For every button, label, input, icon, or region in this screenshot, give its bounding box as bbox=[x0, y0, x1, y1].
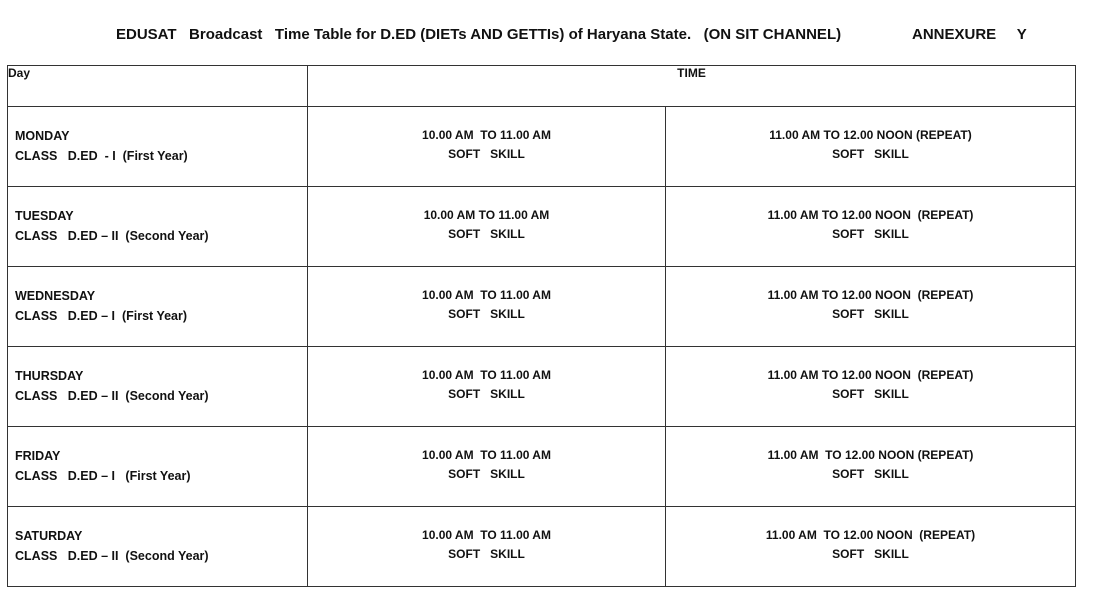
slot-cell-first bbox=[308, 507, 666, 587]
slot-subject: SOFT SKILL bbox=[832, 467, 909, 481]
slot-subject: SOFT SKILL bbox=[448, 147, 525, 161]
slot-subject: SOFT SKILL bbox=[448, 547, 525, 561]
table-row-friday bbox=[8, 427, 1076, 507]
column-header-time: TIME bbox=[308, 66, 1076, 107]
table-row-tuesday bbox=[8, 187, 1076, 267]
day-name: SATURDAY bbox=[15, 529, 83, 543]
slot-cell-first bbox=[308, 427, 666, 507]
slot-time: 10.00 AM TO 11.00 AM bbox=[422, 528, 551, 542]
slot-time: 10.00 AM TO 11.00 AM bbox=[422, 448, 551, 462]
day-cell bbox=[8, 427, 308, 507]
timetable bbox=[7, 65, 1076, 587]
day-cell bbox=[8, 107, 308, 187]
slot-time: 11.00 AM TO 12.00 NOON (REPEAT) bbox=[769, 128, 972, 142]
slot-cell-repeat bbox=[666, 267, 1076, 347]
slot-time: 11.00 AM TO 12.00 NOON (REPEAT) bbox=[767, 208, 974, 222]
table-header-row bbox=[8, 66, 1076, 107]
slot-cell-repeat bbox=[666, 427, 1076, 507]
day-cell bbox=[8, 347, 308, 427]
slot-time: 10.00 AM TO 11.00 AM bbox=[422, 288, 551, 302]
slot-cell-repeat bbox=[666, 187, 1076, 267]
slot-cell-first bbox=[308, 107, 666, 187]
annexure-label: ANNEXURE Y bbox=[912, 26, 1027, 43]
day-cell bbox=[8, 507, 308, 587]
document-title: EDUSAT Broadcast Time Table for D.ED (DIETs AND GETTIs) of Haryana State. (ON SIT CHANNEL) bbox=[116, 26, 842, 43]
slot-subject: SOFT SKILL bbox=[448, 387, 525, 401]
table-row-thursday bbox=[8, 347, 1076, 427]
slot-cell-repeat bbox=[666, 107, 1076, 187]
class-label: CLASS D.ED – II (Second Year) bbox=[15, 229, 209, 243]
table-row-saturday bbox=[8, 507, 1076, 587]
class-label: CLASS D.ED – II (Second Year) bbox=[15, 389, 209, 403]
slot-subject: SOFT SKILL bbox=[832, 147, 909, 161]
slot-time: 11.00 AM TO 12.00 NOON (REPEAT) bbox=[765, 528, 976, 542]
slot-subject: SOFT SKILL bbox=[832, 307, 909, 321]
table-row-wednesday bbox=[8, 267, 1076, 347]
slot-cell-first bbox=[308, 187, 666, 267]
slot-subject: SOFT SKILL bbox=[448, 467, 525, 481]
slot-subject: SOFT SKILL bbox=[448, 307, 525, 321]
slot-time: 10.00 AM TO 11.00 AM bbox=[423, 208, 550, 222]
slot-time: 11.00 AM TO 12.00 NOON (REPEAT) bbox=[767, 448, 974, 462]
column-header-day: Day bbox=[8, 66, 308, 107]
slot-cell-repeat bbox=[666, 347, 1076, 427]
slot-cell-first bbox=[308, 347, 666, 427]
day-name: FRIDAY bbox=[15, 449, 61, 463]
table-row-monday bbox=[8, 107, 1076, 187]
day-name: THURSDAY bbox=[15, 369, 84, 383]
day-name: MONDAY bbox=[15, 129, 70, 143]
slot-cell-repeat bbox=[666, 507, 1076, 587]
class-label: CLASS D.ED - I (First Year) bbox=[15, 149, 188, 163]
day-cell bbox=[8, 187, 308, 267]
slot-time: 11.00 AM TO 12.00 NOON (REPEAT) bbox=[767, 368, 974, 382]
slot-time: 10.00 AM TO 11.00 AM bbox=[422, 368, 551, 382]
slot-subject: SOFT SKILL bbox=[832, 227, 909, 241]
day-cell bbox=[8, 267, 308, 347]
slot-subject: SOFT SKILL bbox=[832, 547, 909, 561]
class-label: CLASS D.ED – I (First Year) bbox=[15, 469, 191, 483]
slot-time: 10.00 AM TO 11.00 AM bbox=[422, 128, 551, 142]
class-label: CLASS D.ED – I (First Year) bbox=[15, 309, 188, 323]
slot-subject: SOFT SKILL bbox=[448, 227, 525, 241]
slot-cell-first bbox=[308, 267, 666, 347]
document-header bbox=[0, 26, 1116, 48]
class-label: CLASS D.ED – II (Second Year) bbox=[15, 549, 209, 563]
day-name: TUESDAY bbox=[15, 209, 74, 223]
slot-subject: SOFT SKILL bbox=[832, 387, 909, 401]
day-name: WEDNESDAY bbox=[15, 289, 96, 303]
slot-time: 11.00 AM TO 12.00 NOON (REPEAT) bbox=[767, 288, 974, 302]
